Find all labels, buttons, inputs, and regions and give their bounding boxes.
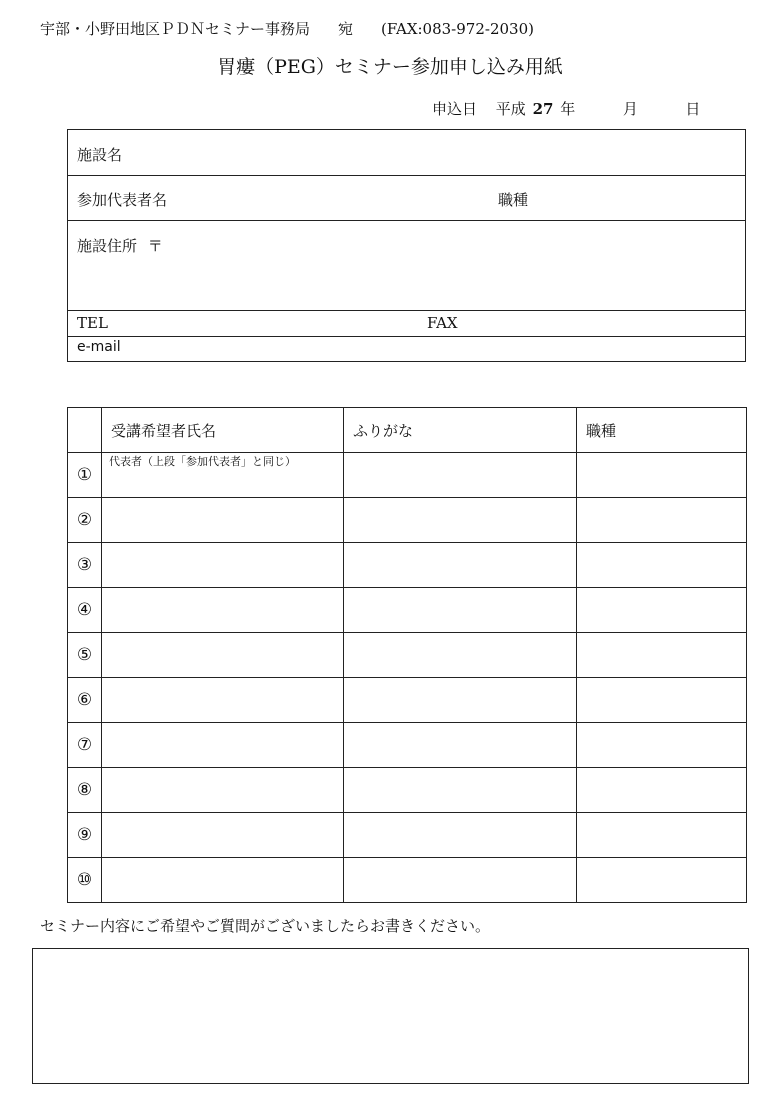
row-number: ④: [68, 588, 102, 633]
occupation-cell[interactable]: [577, 453, 747, 498]
address-row[interactable]: [68, 221, 745, 311]
fax-number: (FAX:083-972-2030): [381, 20, 534, 38]
date-month-unit: 月: [622, 100, 638, 118]
representative-note: 代表者（上段「参加代表者」と同じ）: [109, 455, 296, 468]
table-row: [68, 768, 747, 813]
table-row: [68, 588, 747, 633]
date-era: 平成: [495, 100, 526, 118]
furigana-cell[interactable]: [344, 768, 577, 813]
occupation-cell[interactable]: [577, 678, 747, 723]
recipient-office: 宇部・小野田地区ＰＤＮセミナー事務局: [40, 20, 311, 38]
header-name: 受講希望者氏名: [102, 408, 344, 453]
row-number: ⑥: [68, 678, 102, 723]
table-row: [68, 858, 747, 903]
address-label: [77, 235, 163, 256]
furigana-cell[interactable]: [344, 633, 577, 678]
email-row[interactable]: [68, 337, 745, 362]
row-number: ②: [68, 498, 102, 543]
date-year-unit: 年: [560, 100, 576, 118]
table-row: [68, 813, 747, 858]
row-number: ⑩: [68, 858, 102, 903]
phone-row[interactable]: [68, 311, 745, 337]
table-row: [68, 453, 747, 498]
row-number: ①: [68, 453, 102, 498]
header-furigana: ふりがな: [344, 408, 577, 453]
representative-label: 参加代表者名: [77, 191, 168, 209]
name-cell[interactable]: [102, 813, 344, 858]
name-cell[interactable]: [102, 588, 344, 633]
name-cell[interactable]: [102, 858, 344, 903]
header-number-cell: [68, 408, 102, 453]
date-year: 27: [532, 100, 554, 118]
occupation-cell[interactable]: [577, 543, 747, 588]
date-day-unit: 日: [685, 100, 701, 118]
representative-row[interactable]: [68, 176, 745, 221]
date-label: 申込日: [432, 100, 478, 118]
table-header-row: [68, 408, 747, 453]
application-date: [432, 98, 700, 119]
table-row: [68, 543, 747, 588]
occupation-cell[interactable]: [577, 588, 747, 633]
participants-table: [67, 407, 747, 903]
row-number: ⑦: [68, 723, 102, 768]
name-cell[interactable]: [102, 453, 344, 498]
table-row: [68, 498, 747, 543]
occupation-cell[interactable]: [577, 498, 747, 543]
name-cell[interactable]: [102, 633, 344, 678]
fax-label: FAX: [427, 314, 458, 332]
occupation-cell[interactable]: [577, 768, 747, 813]
furigana-cell[interactable]: [344, 723, 577, 768]
address-label-text: 施設住所: [77, 237, 138, 255]
occupation-cell[interactable]: [577, 858, 747, 903]
comments-box[interactable]: [32, 948, 749, 1084]
facility-info-table: [67, 129, 746, 362]
furigana-cell[interactable]: [344, 453, 577, 498]
facility-label: 施設名: [77, 146, 123, 164]
name-cell[interactable]: [102, 723, 344, 768]
table-row: [68, 633, 747, 678]
row-number: ⑧: [68, 768, 102, 813]
occupation-cell[interactable]: [577, 813, 747, 858]
occupation-cell[interactable]: [577, 633, 747, 678]
row-number: ③: [68, 543, 102, 588]
furigana-cell[interactable]: [344, 813, 577, 858]
name-cell[interactable]: [102, 768, 344, 813]
table-row: [68, 678, 747, 723]
name-cell[interactable]: [102, 498, 344, 543]
row-number: ⑤: [68, 633, 102, 678]
furigana-cell[interactable]: [344, 588, 577, 633]
name-cell[interactable]: [102, 678, 344, 723]
furigana-cell[interactable]: [344, 678, 577, 723]
furigana-cell[interactable]: [344, 858, 577, 903]
occupation-label: 職種: [498, 191, 529, 209]
facility-row[interactable]: [68, 130, 745, 176]
form-title: 胃瘻（PEG）セミナー参加申し込み用紙: [217, 56, 563, 78]
occupation-cell[interactable]: [577, 723, 747, 768]
furigana-cell[interactable]: [344, 543, 577, 588]
row-number: ⑨: [68, 813, 102, 858]
table-row: [68, 723, 747, 768]
name-cell[interactable]: [102, 543, 344, 588]
recipient-suffix: 宛: [338, 20, 354, 38]
header-line: [40, 18, 562, 39]
header-occupation: 職種: [577, 408, 747, 453]
comments-label: セミナー内容にご希望やご質問がございましたらお書きください。: [40, 917, 491, 935]
furigana-cell[interactable]: [344, 498, 577, 543]
email-label: e-mail: [77, 339, 121, 355]
tel-label: TEL: [77, 314, 108, 332]
postal-mark: 〒: [147, 237, 163, 255]
